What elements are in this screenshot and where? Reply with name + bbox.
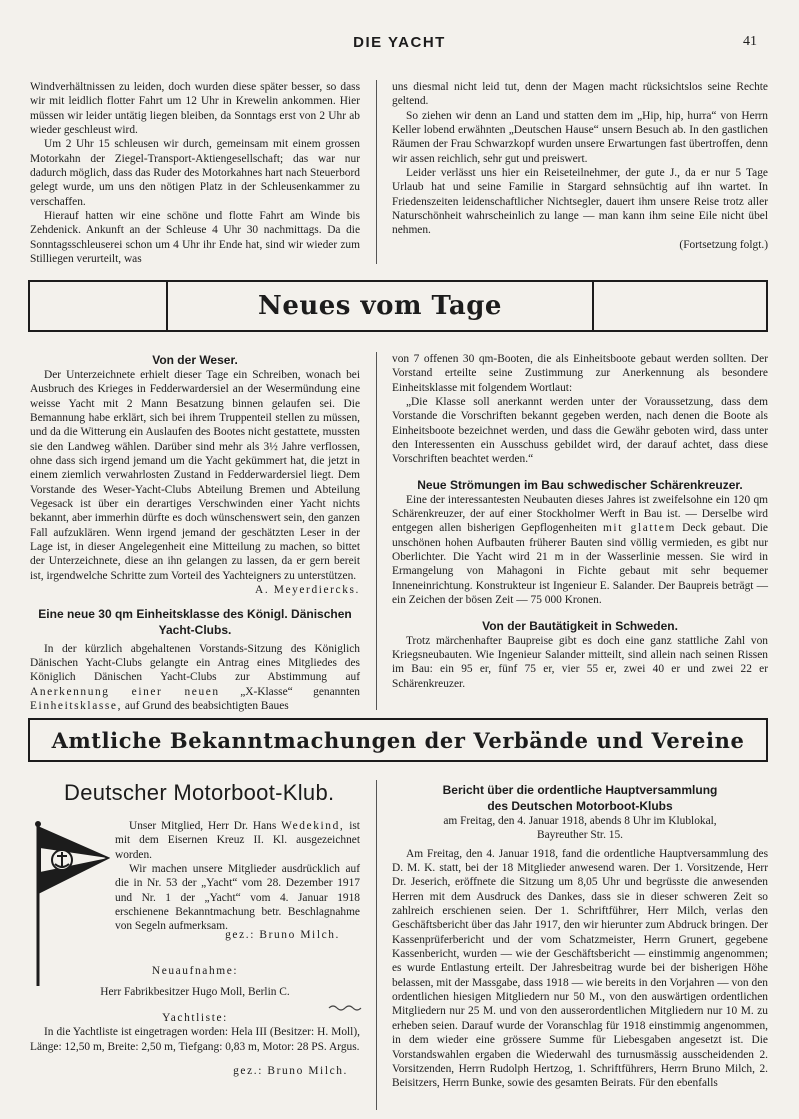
column-divider	[376, 780, 377, 1110]
report-heading-line: Bericht über die ordentliche Hauptversammlung	[442, 783, 718, 797]
continued-note: (Fortsetzung folgt.)	[679, 238, 768, 251]
ornament-icon	[328, 1003, 362, 1013]
paragraph: uns diesmal nicht leid tut, denn der Magen macht rücksichtslos seine Rechte geltend.	[392, 81, 768, 108]
text-run: Unser Mitglied, Herr Dr. Hans	[129, 820, 277, 832]
quote: „Die Klasse soll anerkannt werden unter der Voraussetzung, dass dem Vorstande die Vorschriften bekannt gegeben werden, nach denen die Boote als Einheitsboote bezeichnet werden, und dass die Gewähr geboten wird, dass unter den Interessenten ein Ausschuss gebildet wird, der darauf achtet, dass diese Vorschriften beachtet werden.“	[392, 396, 768, 466]
dmk-announcements	[115, 819, 360, 934]
news-banner-title: Neues vom Tage	[258, 291, 502, 321]
member-name: Wedekind,	[281, 820, 345, 832]
text-run: Deck gebaut. Die unschönen hohen Aufbauten früherer Bauten sind völlig vermieden, es gibt nur Oberlichter. Die Yacht wird 21 m in der Wasserlinie messen. Sie wird in Ermangelung von Mahagoni in Fichte gebaut mit sehr bequemer Inneneinrichtung. Konstrukteur ist Ingenieur E. Salander. Der Baupreis beträgt — ein Zeichen der bösen Zeit — 75 000 Kronen.	[392, 522, 768, 607]
signature: gez.: Bruno Milch.	[233, 1065, 348, 1078]
club-title: Deutscher Motorboot-Klub.	[64, 780, 335, 805]
paragraph: Der Unterzeichnete erhielt dieser Tage ein Schreiben, wonach bei Ausbruch des Krieges in Fedderwardersiel an der Wesermündung eine weisse Yacht mit 2 Mann Besatzung binnen gelaufen sei. Die Bemannung habe erklärt, sich bei ihrem Truppenteil stellen zu müssen, und da die Witterung ein Auslaufen des Bootes nicht gestattete, mussten sie den Landweg wählen. Darüber sind mehr als 3½ Jahre verflossen, ohne dass sich irgend jemand um die Yacht gekümmert hat, die jetzt in einem ziemlich verwahrlosten Zustand in Fedderwardersiel liegt. Dem Vorstande des Weser-Yacht-Clubs Abteilung Bremen und Abteilung Vegesack ist über ein derartiges Verschwinden einer Yacht nichts bekannt, aber immerhin dürfte es doch wünschenswert sein, den ganzen Fall aufzuklären. Wenn irgend jemand der geschätzten Leser in der Lage ist, in dieser Angelegenheit eine Mitteilung zu machen, so bittet der Unterzeichnete, diese an ihn gelangen zu lassen, da er gern bereit ist, irgendwelche Schritte zum Vorteil des Yachteigners zu unterstützen.	[30, 369, 360, 582]
paragraph	[115, 819, 360, 862]
news-left-column	[30, 352, 360, 713]
paragraph: Wir machen unsere Mitglieder ausdrücklich auf die in Nr. 53 der „Yacht“ vom 28. Dezember 1917 und Nr. 1 der „Yacht“ vom 4. Januar 1918 erschienene Bekanntmachung betr. Beschlagnahme von Segeln aufmerksam.	[115, 863, 360, 933]
official-banner	[28, 718, 768, 762]
news-banner	[28, 280, 768, 332]
spaced-text: Einheitsklasse,	[30, 699, 123, 712]
column-divider	[376, 352, 377, 710]
report-subline: Bayreuther Str. 15.	[536, 829, 624, 842]
meeting-report	[392, 782, 768, 1091]
paragraph: Windverhältnissen zu leiden, doch wurden diese später besser, so dass wir mit leidlich flotter Fahrt um 12 Uhr in Krewelin ankommen. Hier müssen wir leider untätig liegen bleiben, da Sonntags erst von 2 Uhr ab wieder geschleust wird.	[30, 81, 360, 137]
paragraph	[30, 642, 360, 714]
text-run: ist mit dem Eisernen Kreuz II. Kl. ausgezeichnet worden.	[115, 820, 360, 861]
paragraph: Um 2 Uhr 15 schleusen wir durch, gemeinsam mit einem grossen Motorkahn der Ziegel-Transport-Aktiengesellschaft; das war nur dadurch möglich, dass das Ruder des Motorkahnes hart nach Steuerbord gelegt wurde, um uns den nötigen Platz in der Schleusenkammer zu verschaffen.	[30, 138, 360, 208]
column-divider	[376, 80, 377, 264]
page-number: 41	[743, 34, 757, 49]
news-right-column	[392, 352, 768, 691]
paragraph: In die Yachtliste ist eingetragen worden: Hela III (Besitzer: H. Moll), Länge: 12,50 m, Breite: 2,50 m, Tiefgang: 0,83 m, Motor: 28 PS. Argus.	[30, 1026, 360, 1053]
article-heading: Von der Weser.	[152, 353, 238, 367]
signature: A. Meyerdiercks.	[255, 584, 360, 597]
paragraph: Hierauf hatten wir eine schöne und flotte Fahrt am Winde bis Zehdenick. Ankunft an der Schleuse 4 Uhr 30 nachmittags. Da die Sonntagsschleuserei schon um 4 Uhr ihr Ende hat, sind wir wieder zum Stilliegen verurteilt, was	[30, 210, 360, 266]
article-heading-line: Yacht-Clubs.	[158, 622, 232, 637]
signature: gez.: Bruno Milch.	[225, 929, 340, 941]
travel-report-left-column	[30, 80, 360, 266]
article-heading-line: Eine neue 30 qm Einheitsklasse des Königl. Dänischen	[38, 606, 352, 621]
text-run: Eine der interessantesten Neubauten dieses Jahres ist zweifelsohne ein 120 qm Schärenkreuzer, der auf einer Stockholmer Werft in Bau ist. — Derselbe wird entgegen allen bisherigen Gepflogenheiten	[392, 493, 768, 535]
paragraph: Trotz märchenhafter Baupreise gibt es doch eine ganz stattliche Zahl von Kriegsneubauten. Wie Ingenieur Salander mitteilt, sind allein nach seinen Rissen im Bau: ein 95 er, fünf 75 er, vier 55 er, zwei 40 er und zwei 22 er Schärenkreuzer.	[392, 634, 768, 690]
report-subline: am Freitag, den 4. Januar 1918, abends 8 Uhr im Klublokal,	[443, 815, 717, 827]
text-run: „X-Klasse“ genannten	[240, 685, 360, 698]
paragraph: von 7 offenen 30 qm-Booten, die als Einheitsboote gebaut werden sollten. Der Vorstand erteilte seine Zustimmung zur Anerkennung als besondere Einheitsklasse mit folgendem Wortlaut:	[392, 353, 768, 394]
text-run: auf Grund des beabsichtigten Baues	[124, 699, 289, 712]
paragraph	[392, 493, 768, 608]
article-heading: Von der Bautätigkeit in Schweden.	[482, 618, 678, 633]
section-heading: Neuaufnahme:	[151, 965, 239, 978]
dmk-notices	[30, 928, 360, 1078]
news-banner-center	[166, 282, 594, 330]
text-run: In der kürzlich abgehaltenen Vorstands-Sitzung des Königlich Dänischen Yacht-Clubs gelangte ein Antrag eines Mitgliedes des Königlich Dänischen Yacht-Clubs zur Abstimmung auf	[30, 642, 360, 684]
spaced-text: mit glattem	[602, 522, 677, 535]
official-banner-title: Amtliche Bekanntmachungen der Verbände und Vereine	[51, 727, 745, 753]
journal-title: DIE YACHT	[353, 34, 446, 51]
section-heading: Yachtliste:	[162, 1012, 228, 1025]
article-heading: Neue Strömungen im Bau schwedischer Schärenkreuzer.	[417, 477, 743, 492]
paragraph: So ziehen wir denn an Land und statten dem im „Hip, hip, hurra“ von Herrn Keller lobend erwähnten „Deutschen Hause“ unsern Besuch ab. In den gastlichen Räumen der Frau Schwarzkopf wurden unsere Erwartungen fast übertroffen, denn wir assen reichlich, sehr gut und preiswert.	[392, 109, 768, 165]
new-member: Herr Fabrikbesitzer Hugo Moll, Berlin C.	[100, 985, 290, 998]
paragraph: Leider verlässt uns hier ein Reiseteilnehmer, der gute J., da er nur 5 Tage Urlaub hat und seine Familie in Stargard sehnsüchtig auf ihn wartet. In Friedenszeiten leidenschaftlicher Nichtsegler, dauert ihm unsere Reise trotz aller Naturschönheit wahrscheinlich zu lange — man kann ihm seine Eile nicht übel nehmen.	[392, 167, 768, 237]
travel-report-right-column	[392, 80, 768, 252]
spaced-text: Anerkennung einer neuen	[30, 685, 220, 698]
running-header	[0, 34, 799, 56]
paragraph: Am Freitag, den 4. Januar 1918, fand die ordentliche Hauptversammlung des D. M. K. statt, bei der 18 Mitglieder anwesend waren. Der 1. Vorsitzende, Herr Dr. Jeserich, eröffnete die Sitzung um 8,05 Uhr und begrüsste die anwesenden Herren mit dem Ausdruck des Dankes, dass sie in dieser schweren Zeit so zahlreich erschienen seien. Der 1. Schriftführer, Herr Milch, verlas den Geschäftsbericht über das Jahr 1917, den wir hierunter zum Abdruck bringen. Der Kassenprüferbericht und der vom Schatzmeister, Herrn Grunert, gegebene Kassenbericht, wurden — wie der Geschäftsbericht — einstimmig angenommen; es wurde Entlastung erteilt. Der Jahresbeitrag wurde bei der bisherigen Höhe belassen, mit der Massgabe, dass 1918 — wie bereits in den Vorjahren — von den ordentlichen hiesigen Mitgliedern nur 50 M., von den auswärtigen ordentlichen Mitgliedern nur 25 M. und von den ausserordentlichen Mitgliedern nur 10 M. zu erheben seien. Darauf wurde der Voranschlag für 1918 einstimmig angenommen, in dem wieder eine grössere Summe für Liebesgaben angesetzt ist. Die Vorstandswahlen ergaben die Wiederwahl des turnusmässig ausscheidenden 2. Vorsitzenden, Herrn Rudolph Hertzog, 1. Schriftführers, Herrn Bruno Milch, 2. Beisitzers, Herrn Bunke, sowie des gesamten Beirats. Für den ebenfalls	[392, 847, 768, 1090]
report-heading-line: des Deutschen Motorboot-Klubs	[487, 799, 673, 813]
